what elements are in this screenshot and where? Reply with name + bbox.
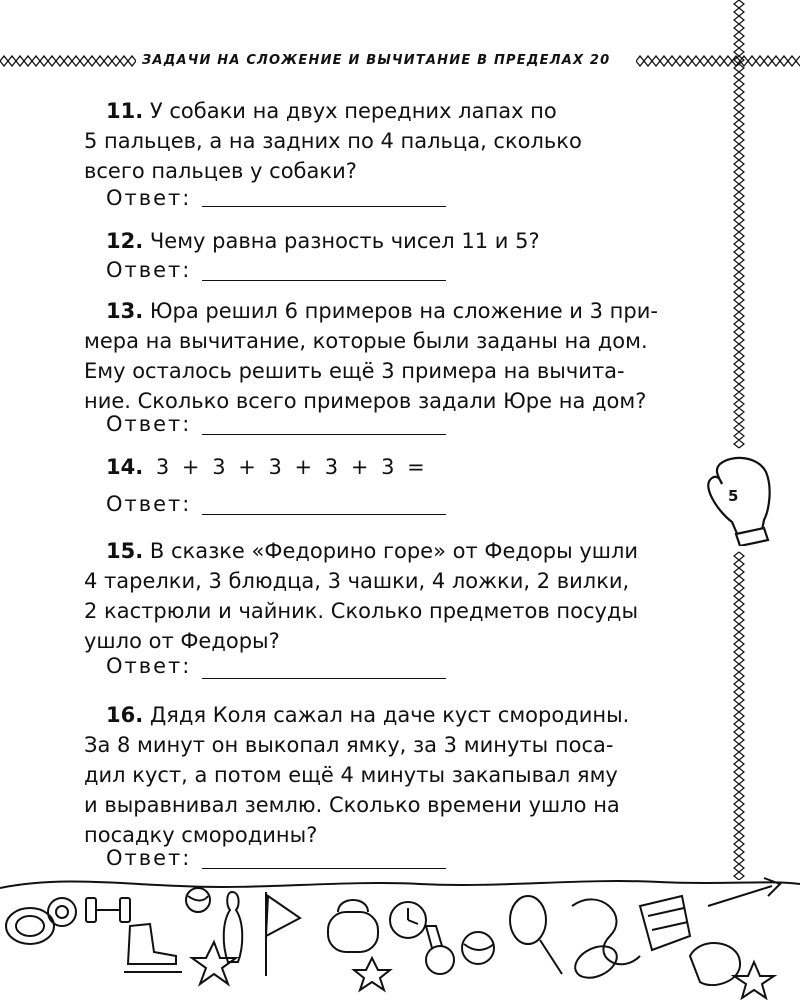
task-line bbox=[84, 226, 688, 256]
task-13 bbox=[84, 296, 688, 416]
answer-field[interactable] bbox=[202, 514, 446, 515]
task-line bbox=[84, 96, 688, 126]
task-text: Чему равна разность чисел 11 и 5? bbox=[149, 229, 540, 253]
task-line: посадку смородины? bbox=[84, 823, 318, 847]
task-line bbox=[84, 536, 688, 566]
task-line: ние. Сколько всего примеров задали Юре на дом? bbox=[84, 389, 647, 413]
task-number: 14. bbox=[106, 455, 144, 479]
task-line: дил куст, а потом ещё 4 минуты закапывал яму bbox=[84, 763, 618, 787]
task-text: В сказке «Федорино горе» от Федоры ушли bbox=[149, 539, 639, 563]
page-number: 5 bbox=[728, 487, 739, 505]
task-number: 13. bbox=[106, 299, 144, 323]
answer-field[interactable] bbox=[202, 206, 446, 207]
answer-field[interactable] bbox=[202, 280, 446, 281]
task-line: всего пальцев у собаки? bbox=[84, 159, 357, 183]
task-line: мера на вычитание, которые были заданы на дом. bbox=[84, 329, 648, 353]
answer-label: Ответ: bbox=[106, 186, 192, 210]
task-text: У собаки на двух передних лапах по bbox=[149, 99, 557, 123]
task-14 bbox=[84, 452, 688, 482]
answer-label: Ответ: bbox=[106, 258, 192, 282]
task-number: 11. bbox=[106, 99, 144, 123]
page-header bbox=[0, 48, 800, 74]
task-line bbox=[84, 452, 688, 482]
task-12 bbox=[84, 226, 688, 256]
answer-label: Ответ: bbox=[106, 492, 192, 516]
task-15 bbox=[84, 536, 688, 656]
task-text: 3 + 3 + 3 + 3 + 3 = bbox=[155, 455, 425, 479]
task-line: ушло от Федоры? bbox=[84, 629, 280, 653]
task-line: 5 пальцев, а на задних по 4 пальца, сколько bbox=[84, 129, 582, 153]
task-line: За 8 минут он выкопал ямку, за 3 минуты поса- bbox=[84, 733, 614, 757]
zigzag-ornament-right bbox=[636, 55, 800, 67]
answer-label: Ответ: bbox=[106, 412, 192, 436]
answer-field[interactable] bbox=[202, 434, 446, 435]
task-line: 4 тарелки, 3 блюдца, 3 чашки, 4 ложки, 2 вилки, bbox=[84, 569, 630, 593]
answer-field[interactable] bbox=[202, 678, 446, 679]
section-title: ЗАДАЧИ НА СЛОЖЕНИЕ И ВЫЧИТАНИЕ В ПРЕДЕЛАХ 20 bbox=[142, 53, 611, 68]
task-number: 15. bbox=[106, 539, 144, 563]
task-line bbox=[84, 700, 688, 730]
task-line bbox=[84, 296, 688, 326]
task-line: и выравнивал землю. Сколько времени ушло на bbox=[84, 793, 620, 817]
answer-label: Ответ: bbox=[106, 846, 192, 870]
task-text: Дядя Коля сажал на даче куст смородины. bbox=[149, 703, 630, 727]
answer-label: Ответ: bbox=[106, 654, 192, 678]
task-line: 2 кастрюли и чайник. Сколько предметов посуды bbox=[84, 599, 639, 623]
task-16 bbox=[84, 700, 688, 850]
sports-items-illustration bbox=[0, 866, 800, 1000]
task-11 bbox=[84, 96, 688, 186]
zigzag-ornament-left bbox=[0, 55, 136, 67]
vertical-chain-border bbox=[732, 0, 746, 880]
task-text: Юра решил 6 примеров на сложение и 3 при- bbox=[149, 299, 658, 323]
task-line: Ему осталось решить ещё 3 примера на вычита- bbox=[84, 359, 625, 383]
task-number: 12. bbox=[106, 229, 144, 253]
task-number: 16. bbox=[106, 703, 144, 727]
